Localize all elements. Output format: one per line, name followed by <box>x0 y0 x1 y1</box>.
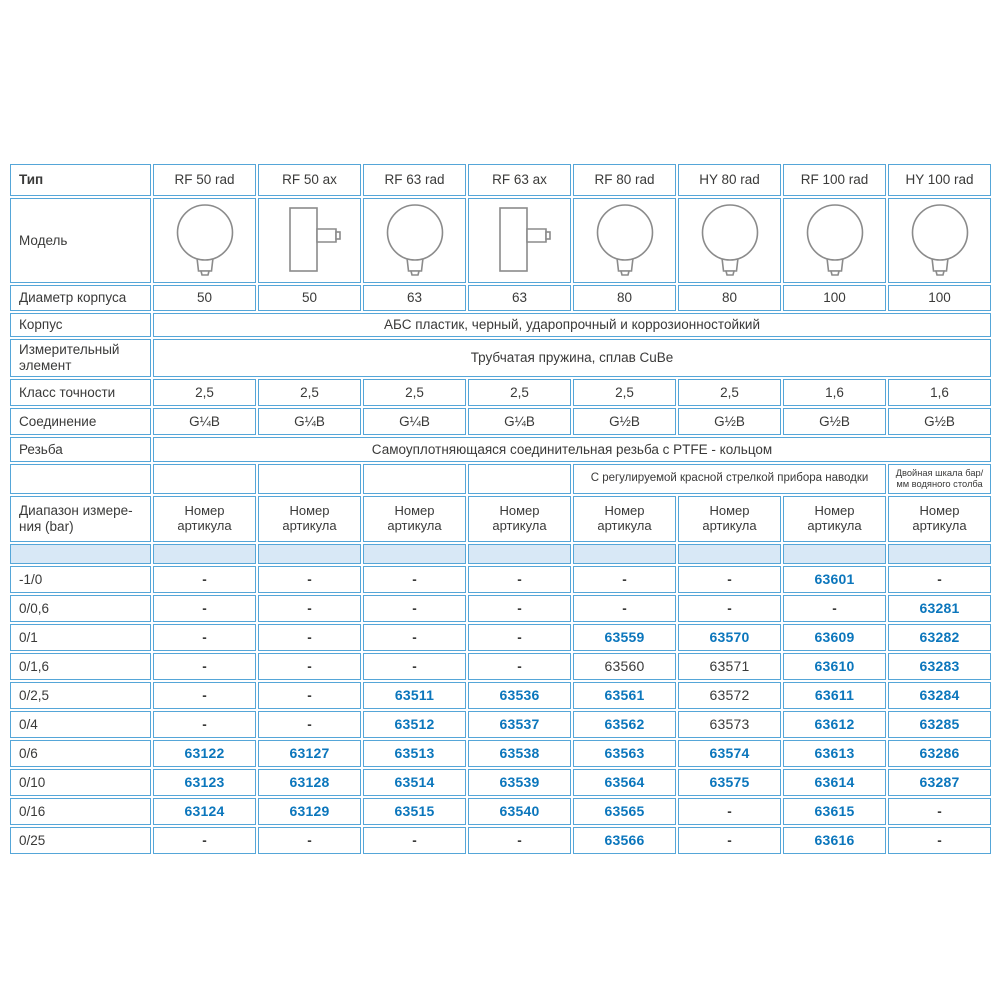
article-cell-empty: - <box>258 827 361 854</box>
model-cell <box>153 198 256 283</box>
article-number-cell: 63514 <box>363 769 466 796</box>
type-header: HY 100 rad <box>888 164 991 196</box>
article-cell-empty: - <box>573 595 676 622</box>
article-number-cell: 63612 <box>783 711 886 738</box>
accuracy-value: 1,6 <box>783 379 886 406</box>
article-number-header: Номер артикула <box>573 496 676 542</box>
article-number-cell: 63575 <box>678 769 781 796</box>
gauge-radial-icon <box>379 203 451 279</box>
article-cell-empty: - <box>363 624 466 651</box>
model-cell <box>363 198 466 283</box>
red-pointer-note: С регулируемой красной стрелкой прибора наводки <box>573 464 886 494</box>
article-number-cell: 63563 <box>573 740 676 767</box>
diameter-value: 80 <box>573 285 676 311</box>
article-number-cell: 63124 <box>153 798 256 825</box>
shaded-cell <box>888 544 991 564</box>
article-number-header: Номер артикула <box>153 496 256 542</box>
accuracy-value: 2,5 <box>573 379 676 406</box>
model-cell <box>678 198 781 283</box>
gauge-radial-icon <box>694 203 766 279</box>
range-header-label: Диапазон измере- ния (bar) <box>10 496 151 542</box>
body-material-row <box>10 313 991 337</box>
type-row-label: Тип <box>10 164 151 196</box>
article-number-cell: 63284 <box>888 682 991 709</box>
article-cell-empty: - <box>468 566 571 593</box>
type-header: RF 50 ax <box>258 164 361 196</box>
article-number-cell: 63566 <box>573 827 676 854</box>
diameter-row-label: Диаметр корпуса <box>10 285 151 311</box>
article-number-cell: 63613 <box>783 740 886 767</box>
accuracy-value: 2,5 <box>153 379 256 406</box>
article-number-header: Номер артикула <box>468 496 571 542</box>
article-cell-empty: - <box>678 798 781 825</box>
diameter-value: 80 <box>678 285 781 311</box>
diameter-value: 100 <box>888 285 991 311</box>
type-header: RF 100 rad <box>783 164 886 196</box>
feature-empty-cell <box>258 464 361 494</box>
article-number-cell: 63570 <box>678 624 781 651</box>
range-label: 0/1 <box>10 624 151 651</box>
thread-value: Самоуплотняющаяся соединительная резьба с PTFE - кольцом <box>153 437 991 462</box>
accuracy-value: 2,5 <box>678 379 781 406</box>
connection-row <box>10 408 991 435</box>
article-cell-empty: - <box>888 827 991 854</box>
article-number-cell: 63512 <box>363 711 466 738</box>
article-number-cell: 63537 <box>468 711 571 738</box>
range-label: 0/16 <box>10 798 151 825</box>
model-cell <box>573 198 676 283</box>
thread-row <box>10 437 991 462</box>
article-header-row <box>10 496 991 542</box>
connection-value: G½B <box>573 408 676 435</box>
shaded-divider-row <box>10 544 991 564</box>
range-row <box>10 769 991 796</box>
range-row <box>10 682 991 709</box>
article-cell-empty: - <box>468 653 571 680</box>
shaded-cell <box>10 544 151 564</box>
article-cell-empty: - <box>468 827 571 854</box>
article-number-cell: 63511 <box>363 682 466 709</box>
range-row <box>10 740 991 767</box>
article-cell-empty: - <box>258 566 361 593</box>
model-cell <box>783 198 886 283</box>
type-header: RF 50 rad <box>153 164 256 196</box>
article-number-cell: 63609 <box>783 624 886 651</box>
article-cell-empty: - <box>363 595 466 622</box>
article-cell-empty: - <box>258 653 361 680</box>
accuracy-value: 2,5 <box>363 379 466 406</box>
article-number-cell: 63283 <box>888 653 991 680</box>
article-number-cell: 63539 <box>468 769 571 796</box>
diameter-row <box>10 285 991 311</box>
range-label: 0/2,5 <box>10 682 151 709</box>
article-cell-empty: - <box>153 682 256 709</box>
accuracy-class-row <box>10 379 991 406</box>
shaded-cell <box>678 544 781 564</box>
article-number-cell: 63560 <box>573 653 676 680</box>
article-cell-empty: - <box>153 827 256 854</box>
article-cell-empty: - <box>258 682 361 709</box>
range-label: 0/10 <box>10 769 151 796</box>
shaded-cell <box>783 544 886 564</box>
article-number-cell: 63615 <box>783 798 886 825</box>
article-cell-empty: - <box>888 566 991 593</box>
gauge-radial-icon <box>589 203 661 279</box>
article-number-cell: 63564 <box>573 769 676 796</box>
gauge-spec-table <box>8 162 993 856</box>
model-cell <box>258 198 361 283</box>
shaded-cell <box>573 544 676 564</box>
range-row <box>10 798 991 825</box>
model-cell <box>888 198 991 283</box>
range-row <box>10 653 991 680</box>
article-number-cell: 63287 <box>888 769 991 796</box>
article-number-header: Номер артикула <box>258 496 361 542</box>
body-row-label: Корпус <box>10 313 151 337</box>
model-cell <box>468 198 571 283</box>
connection-value: G½B <box>678 408 781 435</box>
article-number-cell: 63281 <box>888 595 991 622</box>
article-number-cell: 63129 <box>258 798 361 825</box>
type-header: HY 80 rad <box>678 164 781 196</box>
article-number-cell: 63127 <box>258 740 361 767</box>
article-number-cell: 63128 <box>258 769 361 796</box>
article-cell-empty: - <box>153 595 256 622</box>
gauge-axial-icon <box>484 203 556 279</box>
article-number-cell: 63614 <box>783 769 886 796</box>
type-header-row <box>10 164 991 196</box>
article-number-cell: 63611 <box>783 682 886 709</box>
thread-row-label: Резьба <box>10 437 151 462</box>
accuracy-value: 2,5 <box>258 379 361 406</box>
type-header: RF 80 rad <box>573 164 676 196</box>
article-cell-empty: - <box>153 624 256 651</box>
connection-value: G¼B <box>258 408 361 435</box>
article-number-cell: 63565 <box>573 798 676 825</box>
shaded-cell <box>258 544 361 564</box>
diameter-value: 63 <box>468 285 571 311</box>
article-number-cell: 63515 <box>363 798 466 825</box>
article-cell-empty: - <box>678 566 781 593</box>
article-number-cell: 63561 <box>573 682 676 709</box>
article-number-cell: 63572 <box>678 682 781 709</box>
range-label: 0/0,6 <box>10 595 151 622</box>
feature-row <box>10 464 991 494</box>
article-cell-empty: - <box>363 566 466 593</box>
range-row <box>10 827 991 854</box>
article-cell-empty: - <box>258 711 361 738</box>
article-cell-empty: - <box>678 827 781 854</box>
article-cell-empty: - <box>678 595 781 622</box>
article-number-cell: 63538 <box>468 740 571 767</box>
diameter-value: 100 <box>783 285 886 311</box>
gauge-axial-icon <box>274 203 346 279</box>
article-number-cell: 63562 <box>573 711 676 738</box>
shaded-cell <box>153 544 256 564</box>
article-number-cell: 63610 <box>783 653 886 680</box>
article-number-cell: 63536 <box>468 682 571 709</box>
article-cell-empty: - <box>363 653 466 680</box>
connection-value: G½B <box>888 408 991 435</box>
connection-value: G¼B <box>153 408 256 435</box>
article-cell-empty: - <box>258 595 361 622</box>
article-number-cell: 63573 <box>678 711 781 738</box>
measuring-element-value: Трубчатая пружина, сплав CuBe <box>153 339 991 377</box>
article-cell-empty: - <box>888 798 991 825</box>
shaded-cell <box>363 544 466 564</box>
article-number-cell: 63286 <box>888 740 991 767</box>
range-label: 0/1,6 <box>10 653 151 680</box>
article-cell-empty: - <box>468 595 571 622</box>
article-cell-empty: - <box>783 595 886 622</box>
connection-value: G¼B <box>363 408 466 435</box>
article-number-cell: 63122 <box>153 740 256 767</box>
article-cell-empty: - <box>258 624 361 651</box>
article-cell-empty: - <box>153 653 256 680</box>
gauge-radial-icon <box>904 203 976 279</box>
article-number-cell: 63540 <box>468 798 571 825</box>
connection-value: G½B <box>783 408 886 435</box>
range-row <box>10 566 991 593</box>
model-row-label: Модель <box>10 198 151 283</box>
article-number-cell: 63601 <box>783 566 886 593</box>
article-number-cell: 63282 <box>888 624 991 651</box>
article-number-cell: 63616 <box>783 827 886 854</box>
article-number-header: Номер артикула <box>678 496 781 542</box>
range-row <box>10 711 991 738</box>
feature-empty-cell <box>468 464 571 494</box>
dual-scale-note: Двойная шкала бар/ мм водяного столба <box>888 464 991 494</box>
gauge-radial-icon <box>169 203 241 279</box>
article-number-cell: 63285 <box>888 711 991 738</box>
article-cell-empty: - <box>363 827 466 854</box>
diameter-value: 63 <box>363 285 466 311</box>
range-label: -1/0 <box>10 566 151 593</box>
gauge-radial-icon <box>799 203 871 279</box>
accuracy-value: 2,5 <box>468 379 571 406</box>
article-number-header: Номер артикула <box>783 496 886 542</box>
range-row <box>10 624 991 651</box>
diameter-value: 50 <box>153 285 256 311</box>
feature-empty-cell <box>363 464 466 494</box>
article-cell-empty: - <box>468 624 571 651</box>
range-label: 0/4 <box>10 711 151 738</box>
body-material-value: АБС пластик, черный, ударопрочный и коррозионностойкий <box>153 313 991 337</box>
article-cell-empty: - <box>573 566 676 593</box>
type-header: RF 63 rad <box>363 164 466 196</box>
article-number-cell: 63559 <box>573 624 676 651</box>
diameter-value: 50 <box>258 285 361 311</box>
element-row-label: Измерительный элемент <box>10 339 151 377</box>
article-cell-empty: - <box>153 711 256 738</box>
feature-empty-cell <box>10 464 151 494</box>
measuring-element-row <box>10 339 991 377</box>
article-cell-empty: - <box>153 566 256 593</box>
range-label: 0/6 <box>10 740 151 767</box>
article-number-cell: 63574 <box>678 740 781 767</box>
accuracy-row-label: Класс точности <box>10 379 151 406</box>
article-number-header: Номер артикула <box>888 496 991 542</box>
article-number-cell: 63123 <box>153 769 256 796</box>
connection-row-label: Соединение <box>10 408 151 435</box>
article-number-cell: 63571 <box>678 653 781 680</box>
feature-empty-cell <box>153 464 256 494</box>
type-header: RF 63 ax <box>468 164 571 196</box>
model-row <box>10 198 991 283</box>
shaded-cell <box>468 544 571 564</box>
article-number-cell: 63513 <box>363 740 466 767</box>
article-number-header: Номер артикула <box>363 496 466 542</box>
range-row <box>10 595 991 622</box>
accuracy-value: 1,6 <box>888 379 991 406</box>
range-label: 0/25 <box>10 827 151 854</box>
connection-value: G¼B <box>468 408 571 435</box>
